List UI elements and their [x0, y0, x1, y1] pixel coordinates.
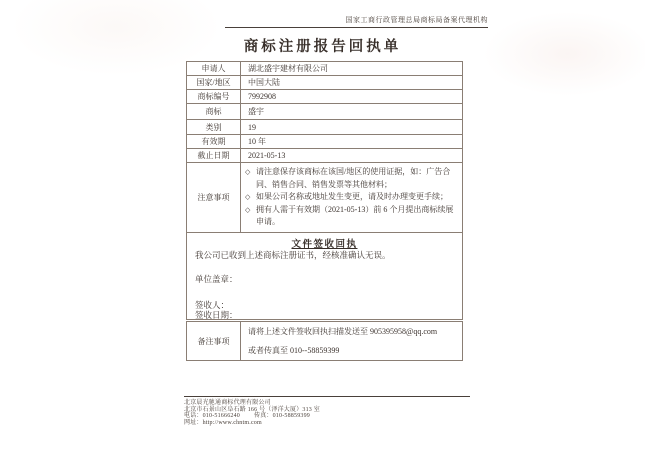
receipt-confirmation-box — [186, 232, 463, 320]
remarks-cell — [241, 322, 463, 361]
row-label: 商标 — [187, 104, 241, 120]
row-value: 7992908 — [241, 90, 463, 104]
note-text: 如果公司名称或地址发生变更，请及时办理变更手续； — [256, 192, 448, 201]
row-label: 商标编号 — [187, 90, 241, 104]
info-row-class — [187, 120, 463, 135]
signer-label: 签收人： — [195, 300, 230, 310]
remark-fax-line: 或者传真至 010--58859399 — [248, 346, 340, 355]
remark-email-line: 请将上述文件签收回执扫描发送至 905395958@qq.com — [248, 327, 438, 336]
row-value: 中国大陆 — [241, 76, 463, 90]
row-label: 注意事项 — [187, 163, 241, 233]
notes-cell — [241, 163, 463, 233]
footer-fax: 传真：010-58859399 — [254, 413, 310, 420]
footer-phone: 电话：010-51666240 — [184, 413, 240, 420]
diamond-bullet-icon: ◇ — [245, 205, 251, 214]
footer-company: 北京晨光驰通商标代理有限公司 — [184, 400, 271, 406]
diamond-bullet-icon: ◇ — [245, 168, 251, 176]
info-row-applicant — [187, 62, 463, 76]
remarks-row — [187, 322, 463, 361]
agency-note: 国家工商行政管理总局商标局备案代理机构 — [225, 16, 488, 28]
row-value: 2021-05-13 — [241, 149, 463, 163]
footer-website: 网址：http://www.chntm.com — [184, 419, 262, 426]
row-value: 湖北盛宇建材有限公司 — [241, 62, 463, 76]
note-item — [245, 166, 457, 191]
diamond-bullet-icon: ◇ — [245, 193, 251, 201]
info-row-trademark-number — [187, 90, 463, 104]
agency-footer — [184, 396, 470, 426]
remarks-table — [186, 321, 463, 361]
row-label: 类别 — [187, 120, 241, 135]
row-value: 19 — [241, 120, 463, 135]
document-title: 商标注册报告回执单 — [243, 39, 402, 55]
row-label: 国家/地区 — [187, 76, 241, 90]
info-row-trademark — [187, 104, 463, 120]
note-text: 拥有人需于有效期（2021-05-13）前 6 个月提出商标续展申请。 — [256, 204, 454, 226]
note-item — [245, 204, 457, 229]
info-row-country — [187, 76, 463, 90]
note-item — [245, 191, 457, 204]
footer-contact — [184, 413, 470, 420]
trademark-info-table — [186, 61, 463, 233]
row-label: 备注事项 — [187, 322, 241, 361]
row-value: 盛宇 — [241, 104, 463, 120]
row-label: 申请人 — [187, 62, 241, 76]
footer-address: 北京市石景山区阜石路 166 号（泽洋大厦）313 室 — [184, 406, 320, 413]
row-label: 有效期 — [187, 135, 241, 149]
note-text: 请注意保存该商标在该国/地区的使用证据，如：广告合同、销售合同、销售发票等其他材料； — [256, 167, 451, 189]
company-stamp-label: 单位盖章： — [195, 274, 238, 284]
info-row-deadline — [187, 149, 463, 163]
receipt-statement: 我公司已收到上述商标注册证书，经核准确认无误。 — [195, 250, 391, 260]
receipt-box-title: 文件签收回执 — [291, 240, 358, 250]
sign-date-label: 签收日期： — [195, 310, 238, 320]
row-label: 截止日期 — [187, 149, 241, 163]
info-row-validity — [187, 135, 463, 149]
info-row-notes — [187, 163, 463, 233]
row-value: 10 年 — [241, 135, 463, 149]
